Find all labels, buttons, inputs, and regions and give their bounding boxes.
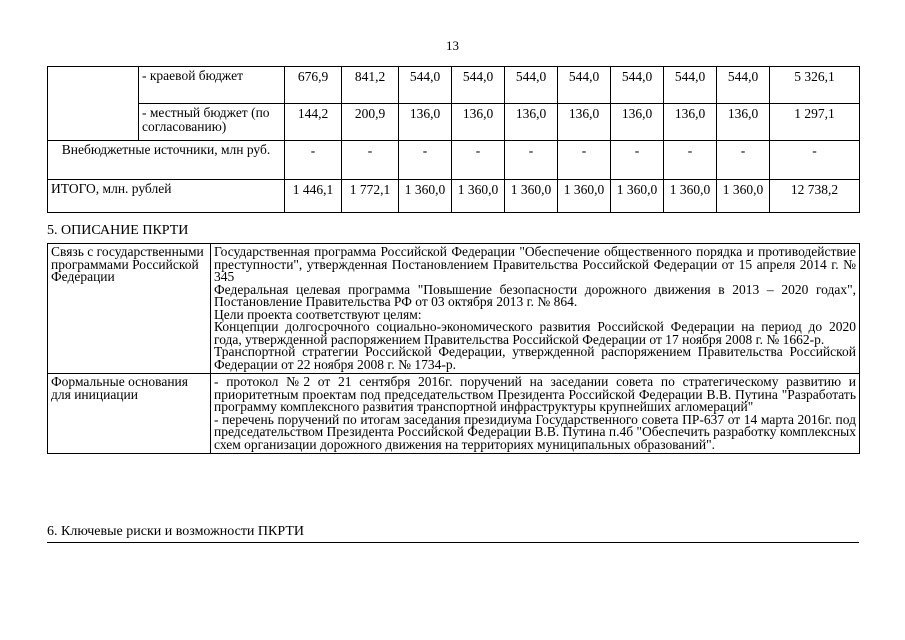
value-cell: - [664, 141, 717, 180]
section-5-title: 5. ОПИСАНИЕ ПКРТИ [47, 223, 189, 238]
value-cell: 544,0 [611, 67, 664, 104]
value-cell: 544,0 [505, 67, 558, 104]
table-row [48, 104, 860, 141]
value-cell: 136,0 [399, 104, 452, 141]
row-content [211, 244, 860, 374]
page-number: 13 [446, 38, 459, 53]
row-label: - краевой бюджет [139, 67, 285, 104]
value-cell: 544,0 [399, 67, 452, 104]
value-cell: 1 446,1 [285, 180, 342, 213]
value-cell: 1 360,0 [611, 180, 664, 213]
total-cell: 5 326,1 [770, 67, 860, 104]
value-cell: 1 360,0 [664, 180, 717, 213]
empty-cell [48, 67, 139, 141]
budget-table [47, 66, 860, 213]
value-cell: 1 360,0 [452, 180, 505, 213]
value-cell: 1 360,0 [505, 180, 558, 213]
value-cell: 200,9 [342, 104, 399, 141]
table-row [48, 244, 860, 374]
section-6-title: 6. Ключевые риски и возможности ПКРТИ [47, 524, 304, 539]
table-row [48, 67, 860, 104]
value-cell: - [717, 141, 770, 180]
total-cell: 1 297,1 [770, 104, 860, 141]
row-content [211, 374, 860, 454]
row-label: Формальные основания для инициации [48, 374, 211, 454]
value-cell: 136,0 [505, 104, 558, 141]
value-cell: 1 360,0 [558, 180, 611, 213]
value-cell: - [452, 141, 505, 180]
value-cell: 544,0 [717, 67, 770, 104]
row-label: ИТОГО, млн. рублей [48, 180, 285, 213]
value-cell: - [505, 141, 558, 180]
value-cell: 144,2 [285, 104, 342, 141]
value-cell: - [342, 141, 399, 180]
total-cell: - [770, 141, 860, 180]
table-row [48, 374, 860, 454]
value-cell: 136,0 [664, 104, 717, 141]
value-cell: 841,2 [342, 67, 399, 104]
paragraph: Транспортной стратегии Российской Федерации, утвержденной распоряжением Правительства Российской Федерации от 22 ноября 2008 г. № 1734-р. [214, 344, 856, 372]
value-cell: - [399, 141, 452, 180]
description-table [47, 243, 860, 454]
table-row [48, 141, 860, 180]
row-label: Связь с государственными программами Российской Федерации [48, 244, 211, 374]
value-cell: 544,0 [452, 67, 505, 104]
value-cell: 1 360,0 [717, 180, 770, 213]
paragraph: - перечень поручений по итогам заседания президиума Государственного совета ПР-637 от 14 марта 2016г. под председательством Президента Российской Федерации В.В. Путина п.4б "Обеспечить разработку комплексных схем организации дорожного движения на территориях муниципальных образований". [214, 411, 856, 452]
value-cell: 1 360,0 [399, 180, 452, 213]
table-row [48, 180, 860, 213]
paragraph: Цели проекта соответствуют целям: [214, 306, 422, 322]
value-cell: 136,0 [452, 104, 505, 141]
total-cell: 12 738,2 [770, 180, 860, 213]
paragraph: Концепции долгосрочного социально-экономического развития Российской Федерации на период до 2020 года, утвержденной распоряжением Правительства Российской Федерации от 17 ноября 2008 г. № 1662-р. [214, 319, 856, 347]
row-label: - местный бюджет (по согласованию) [139, 104, 285, 141]
row-label: Внебюджетные источники, млн руб. [48, 141, 285, 180]
value-cell: 544,0 [558, 67, 611, 104]
value-cell: - [285, 141, 342, 180]
value-cell: 676,9 [285, 67, 342, 104]
paragraph: - протокол №2 от 21 сентября 2016г. поручений на заседании совета по стратегическому развитию и приоритетным проектам под председательством Президента Российской Федерации В.В. Путина "Разработать программу комплексного развития транспортной инфраструктуры крупнейших агломераций" [214, 374, 856, 414]
value-cell: 544,0 [664, 67, 717, 104]
value-cell: - [558, 141, 611, 180]
value-cell: 136,0 [558, 104, 611, 141]
paragraph: Государственная программа Российской Федерации "Обеспечение общественного порядка и противодействие преступности", утвержденная Постановлением Правительства Российской Федерации от 15 апреля 2014 г. № 345 [214, 244, 856, 284]
value-cell: - [611, 141, 664, 180]
value-cell: 136,0 [717, 104, 770, 141]
value-cell: 1 772,1 [342, 180, 399, 213]
paragraph: Федеральная целевая программа "Повышение безопасности дорожного движения в 2013 – 2020 годах", Постановление Правительства РФ от 03 октября 2013 г. № 864. [214, 281, 856, 309]
divider [47, 542, 859, 543]
value-cell: 136,0 [611, 104, 664, 141]
